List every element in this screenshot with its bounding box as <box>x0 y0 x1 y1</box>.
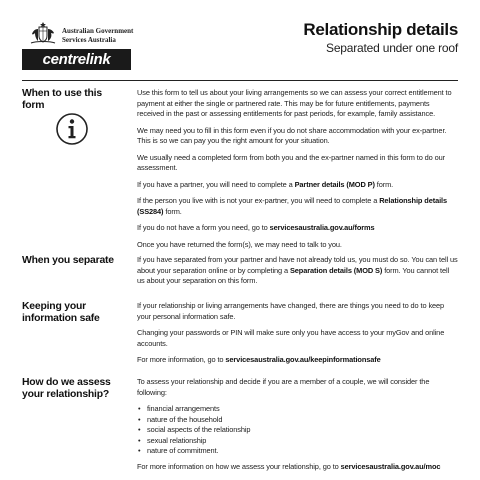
paragraph: We may need you to fill in this form even if you do not share accommodation with your ex-partner. This is so we can pay you the right amount for your situation. <box>137 125 447 145</box>
brand-text: centrelink <box>42 51 111 68</box>
list-item: • social aspects of the relationship <box>137 425 458 436</box>
text: If you have a partner, you will need to complete a <box>137 179 295 189</box>
header-divider <box>22 80 458 81</box>
paragraph: Once you have returned the form(s), we may need to talk to you. <box>137 239 342 249</box>
page-title: Relationship details <box>303 20 458 39</box>
paragraph: Use this form to tell us about your living arrangements so we can assess your correct entitlement to payment at either the single or partnered rate. This may be for future entitlements, payments received in the past or assessing entitlements for past periods, for example, family assistance. <box>137 88 452 118</box>
section-body <box>137 255 458 293</box>
info-icon <box>55 112 89 146</box>
text: form. You cannot tell us about your separation on this form. <box>137 265 450 285</box>
section-title: How do we assess your relationship? <box>22 377 111 400</box>
list-item: • financial arrangements <box>137 404 458 415</box>
section-body <box>137 377 458 478</box>
text: If you do not have a form you need, go to <box>137 223 270 232</box>
paragraph <box>137 255 458 287</box>
paragraph <box>137 196 458 217</box>
page-subtitle: Separated under one roof <box>326 41 458 55</box>
coat-of-arms-icon <box>28 20 58 46</box>
text: form. <box>374 179 394 189</box>
section-title: When you separate <box>22 255 114 266</box>
form-name-separation-details: Separation details (MOD S) <box>289 265 383 275</box>
paragraph <box>137 462 458 473</box>
list-item: • nature of the household <box>137 415 458 426</box>
paragraph: Changing your passwords or PIN will make sure only you have access to your myGov and online accounts. <box>137 328 445 348</box>
government-wordmark <box>62 27 133 45</box>
list-item: • sexual relationship <box>137 436 458 447</box>
section-body <box>137 301 458 372</box>
section-title: When to use this form <box>22 88 102 111</box>
paragraph: To assess your relationship and decide if you are a member of a couple, we will consider the following: <box>137 377 430 397</box>
forms-link[interactable]: servicesaustralia.gov.au/forms <box>269 223 375 232</box>
criteria-list <box>137 404 458 457</box>
text: form. <box>163 206 182 216</box>
paragraph <box>137 180 458 191</box>
section-body <box>137 88 458 256</box>
paragraph <box>137 355 458 366</box>
section-title: Keeping your information safe <box>22 301 100 324</box>
centrelink-logo <box>22 49 131 70</box>
gov-line-2: Services Australia <box>62 36 116 44</box>
moc-link[interactable]: servicesaustralia.gov.au/moc <box>340 461 441 471</box>
text: If the person you live with is not your ex-partner, you will need to complete a <box>137 196 380 205</box>
paragraph: If your relationship or living arrangements have changed, there are things you need to do to keep your personal information safe. <box>137 301 445 321</box>
text: For more information on how we assess your relationship, go to <box>137 461 341 471</box>
list-item: • nature of commitment. <box>137 446 458 457</box>
paragraph: We usually need a completed form from both you and the ex-partner named in this form to do our assessment. <box>137 152 446 172</box>
form-name-relationship-details: Relationship details (SS284) <box>137 196 448 216</box>
text: If you have separated from your partner and have not already told us, you must do so. You can tell us about your separation online or by completing a <box>137 255 458 275</box>
keep-information-safe-link[interactable]: servicesaustralia.gov.au/keepinformationsafe <box>225 355 381 364</box>
paragraph <box>137 223 458 234</box>
gov-line-1: Australian Government <box>62 27 134 35</box>
text: For more information, go to <box>137 355 226 364</box>
page-header <box>0 0 480 70</box>
form-name-partner-details: Partner details (MOD P) <box>294 179 375 189</box>
